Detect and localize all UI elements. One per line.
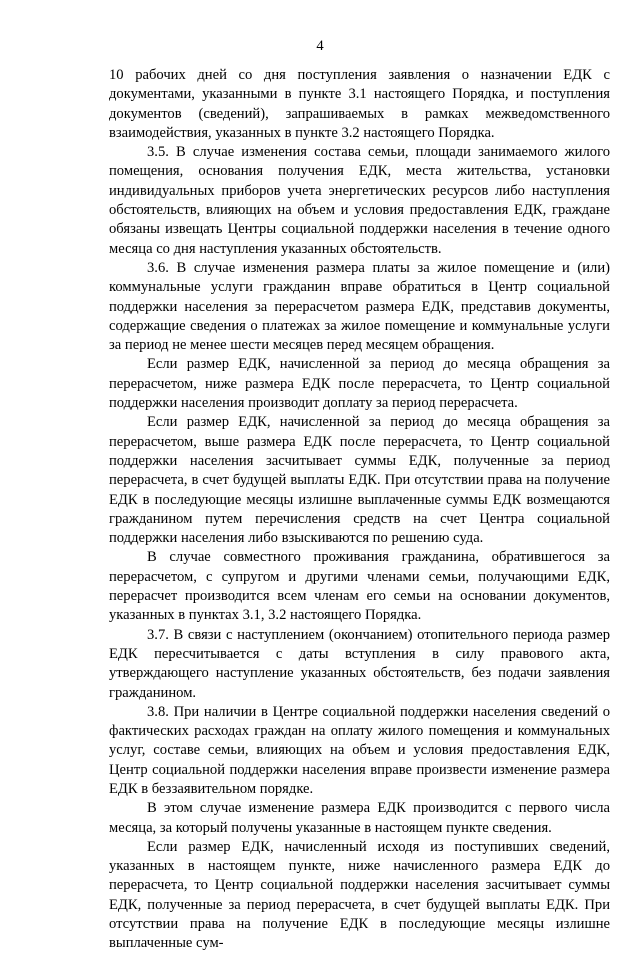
paragraph-offset: Если размер ЕДК, начисленной за период до месяца обращения за перерасчетом, выше размера ЕДК после перерасчета, то Центр социальной поддержки населения засчитывает суммы ЕДК, полученные за период перерасчета, в счет будущей выплаты ЕДК. При отсутствии права на получение ЕДК в последующие месяцы излишне выплаченные суммы ЕДК возмещаются гражданином путем перечисления средств на счет Центра социальной поддержки населения либо взыскиваются по решению суда.: [109, 414, 610, 547]
paragraph-surcharge: Если размер ЕДК, начисленной за период до месяца обращения за перерасчетом, ниже размера ЕДК после перерасчета, то Центр социальной поддержки населения производит доплату за период перерасчета.: [109, 356, 610, 412]
paragraph-3-5: 3.5. В случае изменения состава семьи, площади занимаемого жилого помещения, основания получения ЕДК, места жительства, установки индивидуальных приборов учета энергетических ресурсов либо наступления обстоятельств, влияющих на объем и условия предоставления ЕДК, граждане обязаны извещать Центры социальной поддержки населения в течение одного месяца со дня наступления указанных обстоятельств.: [109, 144, 610, 257]
paragraph-3-8: 3.8. При наличии в Центре социальной поддержки населения сведений о фактических расходах граждан на оплату жилого помещения и коммунальных услуг, составе семьи, влияющих на объем и условия предоставления ЕДК, Центр социальной поддержки населения вправе произвести изменение размера ЕДК в беззаявительном порядке.: [109, 703, 610, 797]
paragraph-3-6: 3.6. В случае изменения размера платы за жилое помещение и (или) коммунальные услуги гражданин вправе обратиться в Центр социальной поддержки населения за перерасчетом размера ЕДК, представив документы, содержащие сведения о платежах за жилое помещение и коммунальные услуги за период не менее шести месяцев перед месяцем обращения.: [109, 259, 610, 354]
paragraph-3-7: 3.7. В связи с наступлением (окончанием) отопительного периода размер ЕДК пересчитывается с даты вступления в силу правового акта, утверждающего наступление указанных обстоятельств, без подачи заявления гражданином.: [109, 626, 610, 701]
paragraph-recalc-lower: Если размер ЕДК, начисленный исходя из поступивших сведений, указанных в настоящем пункте, ниже начисленного размера ЕДК до перерасчета, то Центр социальной поддержки населения засчитывает суммы ЕДК, полученные за период перерасчета, в счет будущей выплаты ЕДК. При отсутствии права на получение ЕДК в последующие месяцы излишне выплаченные сум-: [109, 838, 610, 952]
paragraph-1: 10 рабочих дней со дня поступления заявления о назначении ЕДК с документами, указанными в пункте 3.1 настоящего Порядка, и поступления документов (сведений), запрашиваемых в рамках межведомственного взаимодействия, указанных в пункте 3.2 настоящего Порядка.: [109, 67, 610, 141]
document-body: [109, 66, 610, 954]
paragraph-start-date: В этом случае изменение размера ЕДК производится с первого числа месяца, за который получены указанные в настоящем пункте сведения.: [109, 800, 610, 836]
page-number: 4: [316, 38, 324, 54]
paragraph-cohabitation: В случае совместного проживания гражданина, обратившегося за перерасчетом, с супругом и другими членами семьи, получающими ЕДК, перерасчет производится всем членам его семьи на основании документов, указанных в пунктах 3.1, 3.2 настоящего Порядка.: [109, 549, 610, 624]
